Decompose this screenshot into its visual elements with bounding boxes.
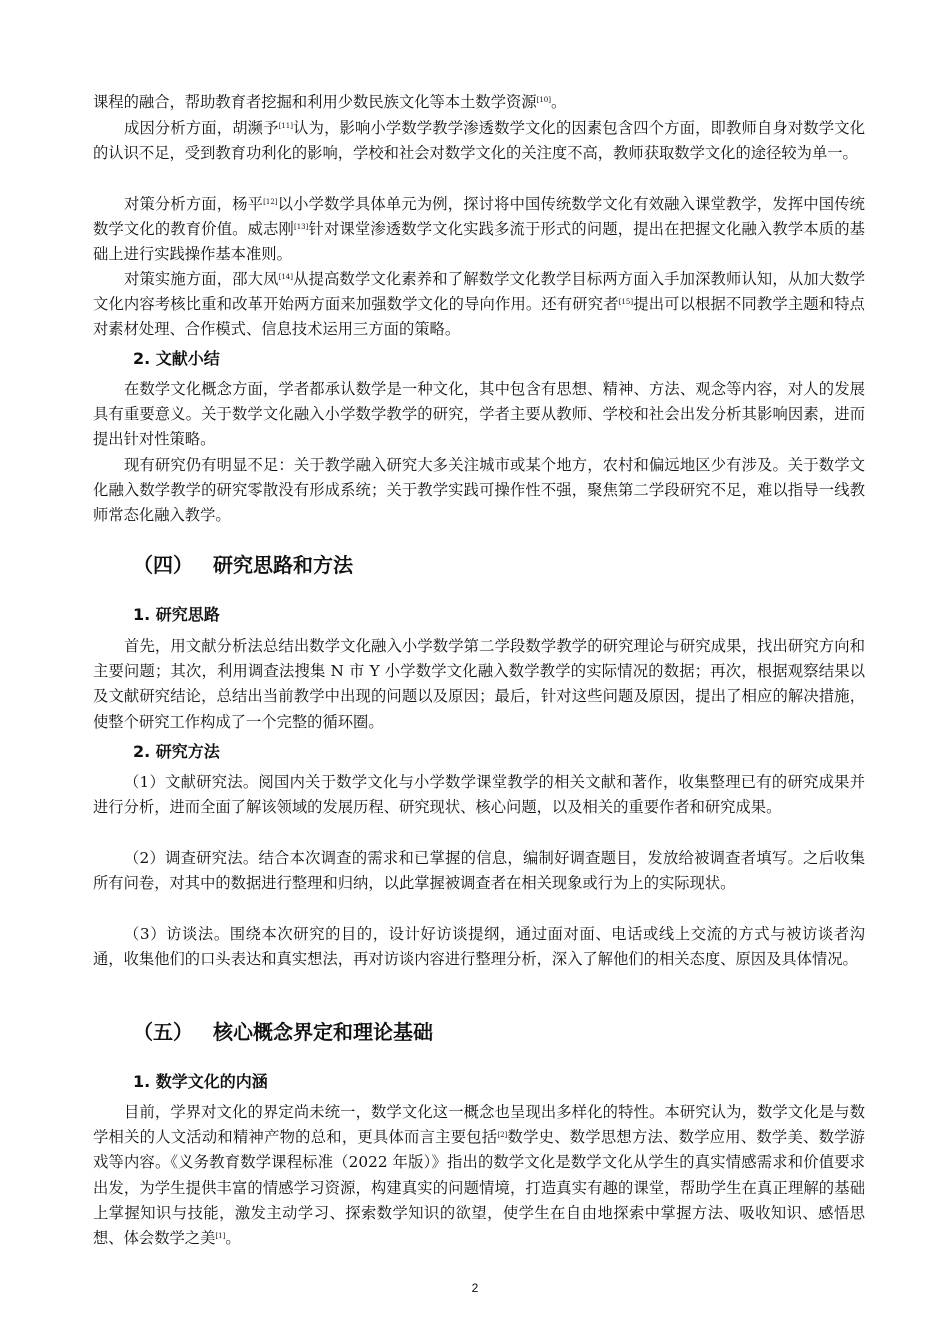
text: 目前，学界对文化的界定尚未统一，数学文化这一概念也呈现出多样化的特性。本研究认为，数学文化是与数学相关的人文活动和精神产物的总和，更具体而言主要包括 bbox=[93, 1103, 865, 1147]
citation: [11] bbox=[278, 122, 293, 130]
section-title: 核心概念界定和理论基础 bbox=[213, 1020, 433, 1044]
text: 课程的融合，帮助教育者挖掘和利用少数民族文化等本土数学资源 bbox=[93, 93, 537, 111]
text: 成因分析方面，胡濒予 bbox=[124, 119, 279, 137]
paragraph-interview-method: （3）访谈法。围绕本次研究的目的，设计好访谈提纲，通过面对面、电话或线上交流的方式与被访谈者沟通，收集他们的口头表达和真实想法，再对访谈内容进行整理分析，深入了解他们的相关态度、原因及具体情况。 bbox=[93, 925, 865, 969]
text: 从提高数学文化素养和了解数学文化教学目标两方面入手加深教师认知，从加大数学文化内容考核比重和改革开始两方面来加强数学文化的导向作用。还有研究者 bbox=[93, 270, 865, 314]
subheading-math-culture-connotation: 1. 数学文化的内涵 bbox=[133, 1072, 268, 1091]
text: 提出可以根据不同教学主题和特点对素材处理、合作模式、信息技术运用三方面的策略。 bbox=[93, 295, 865, 339]
subheading-research-idea: 1. 研究思路 bbox=[133, 605, 220, 624]
section-number: （五） bbox=[133, 1020, 193, 1044]
citation: [2] bbox=[497, 1131, 508, 1140]
paragraph-literature-method: （1）文献研究法。阅国内关于数学文化与小学数学课堂教学的相关文献和著作，收集整理已有的研究成果并进行分析，进而全面了解该领域的发展历程、研究现状、核心问题，以及相关的重要作者和研究成果。 bbox=[93, 773, 865, 817]
text: 针对课堂渗透数学文化实践多流于形式的问题，提出在把握文化融入教学本质的基础上进行实践操作基本准则。 bbox=[93, 220, 865, 264]
text: 。 bbox=[225, 1229, 241, 1248]
paragraph-cause-analysis bbox=[93, 116, 865, 166]
paragraph-survey-method: （2）调查研究法。结合本次调查的需求和已掌握的信息，编制好调查题目，发放给被调查者填写。之后收集所有问卷，对其中的数据进行整理和归纳，以此掌握被调查者在相关现象或行为上的实际现状。 bbox=[93, 849, 865, 893]
subheading-research-method: 2. 研究方法 bbox=[133, 742, 220, 761]
citation: [12] bbox=[263, 198, 278, 206]
citation: [10] bbox=[536, 96, 551, 104]
paragraph-resources bbox=[93, 90, 865, 115]
section-heading-5 bbox=[133, 1017, 433, 1047]
paragraph-summary-shortcomings: 现有研究仍有明显不足：关于教学融入研究大多关注城市或某个地方，农村和偏远地区少有涉及。关于数学文化融入数学教学的研究零散没有形成系统；关于教学实践可操作性不强，聚焦第二学段研究不足，难以指导一线教师常态化融入教学。 bbox=[93, 456, 865, 525]
section-number: （四） bbox=[133, 553, 193, 577]
citation: [14] bbox=[278, 273, 293, 281]
paragraph-countermeasure-implementation bbox=[93, 267, 865, 343]
text: 数学史、数学思想方法、数学应用、数学美、数学游戏等内容。《义务教育数学课程标准（2022 年版）》指出的数学文化是数学文化从学生的真实情感需求和价值要求出发，为学生提供丰富的情感学习资源，构建真实的问题情境，打造真实有趣的课堂，帮助学生在真正理解的基础上掌握知识与技能，激发主动学习、探索数学知识的欲望，使学生在自由地探索中掌握方法、吸收知识、感悟思想、体会数学之美 bbox=[93, 1128, 865, 1248]
text: 。 bbox=[551, 93, 567, 111]
section-heading-4 bbox=[133, 550, 353, 580]
subheading-literature-summary: 2. 文献小结 bbox=[133, 349, 220, 368]
text: 对策分析方面，杨平 bbox=[124, 195, 264, 213]
page-number: 2 bbox=[471, 1281, 479, 1295]
paragraph-countermeasure-analysis bbox=[93, 192, 865, 268]
paragraph-summary-concept: 在数学文化概念方面，学者都承认数学是一种文化，其中包含有思想、精神、方法、观念等内容，对人的发展具有重要意义。关于数学文化融入小学数学教学的研究，学者主要从教师、学校和社会出发分析其影响因素，进而提出针对性策略。 bbox=[93, 380, 865, 449]
text: 认为，影响小学数学教学渗透数学文化的因素包含四个方面，即教师自身对数学文化的认识不足，受到教育功利化的影响，学校和社会对数学文化的关注度不高，教师获取数学文化的途径较为单一。 bbox=[93, 119, 865, 163]
text: 以小学数学具体单元为例，探讨将中国传统数学文化有效融入课堂教学，发挥中国传统数学文化的教育价值。威志刚 bbox=[93, 195, 865, 239]
text: 对策实施方面，邵大凤 bbox=[124, 270, 279, 288]
paragraph-research-idea: 首先，用文献分析法总结出数学文化融入小学数学第二学段数学教学的研究理论与研究成果，找出研究方向和主要问题；其次，利用调查法搜集 N 市 Y 小学数学文化融入数学教学的实际情况的数据；再次，根据观察结果以及文献研究结论，总结出当前教学中出现的问题以及原因；最后，针对这些问题及原因，提出了相应的解决措施，使整个研究工作构成了一个完整的循环圈。 bbox=[93, 637, 865, 731]
paragraph-math-culture-definition bbox=[93, 1100, 865, 1251]
section-title: 研究思路和方法 bbox=[213, 553, 353, 577]
citation: [13] bbox=[294, 223, 309, 232]
citation: [15] bbox=[618, 298, 634, 307]
citation: [1] bbox=[215, 1232, 226, 1241]
